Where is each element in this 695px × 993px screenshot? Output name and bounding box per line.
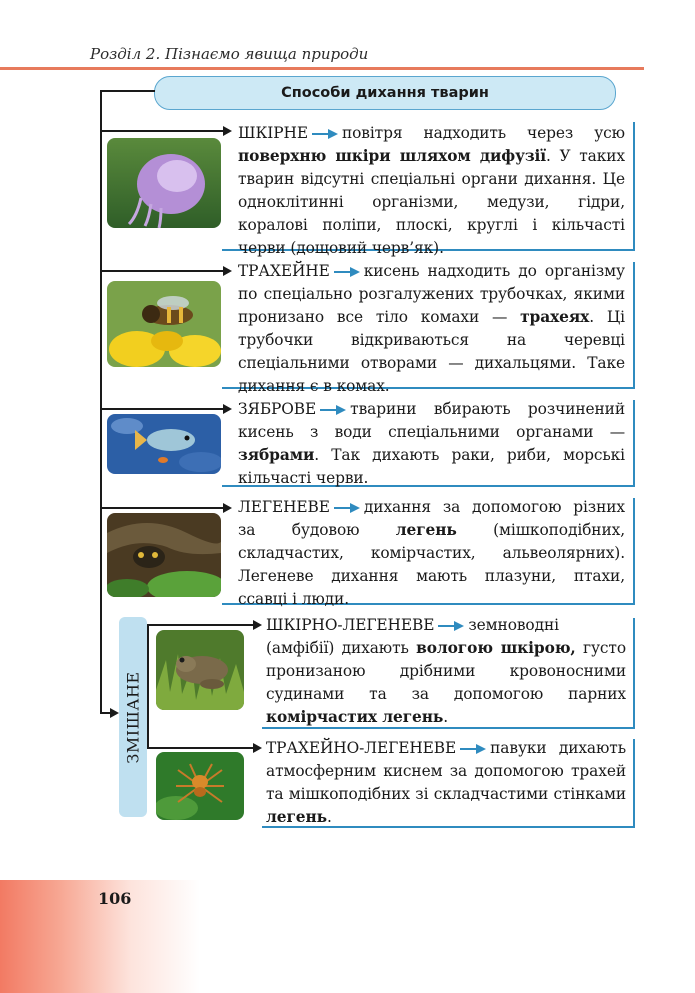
- branch-line-lung: [100, 507, 224, 509]
- blue-arrow-icon: [334, 503, 360, 513]
- mixed-branch-tracheal-lung: [147, 747, 254, 749]
- jellyfish-photo: [107, 138, 221, 228]
- branch-arrowhead-icon: [223, 126, 232, 136]
- block-border: [633, 498, 635, 604]
- term-lung: ЛЕГЕНЕВЕ: [238, 498, 330, 516]
- term-tracheal: ТРАХЕЙНЕ: [238, 262, 330, 280]
- tracheal-lung-text-1: павуки дихають атмосферним киснем за допомогою трахей та мішкоподібних зі складчастими стінками: [266, 739, 626, 803]
- blue-arrow-icon: [460, 744, 486, 754]
- term-skin: ШКІРНЕ: [238, 124, 308, 142]
- skin-lung-text-3: .: [443, 708, 449, 726]
- bee-photo: [107, 281, 221, 367]
- gill-bold: зябрами: [238, 446, 315, 464]
- skin-lung-bold-1: вологою шкірою,: [416, 639, 576, 657]
- skin-lung-bold-2: комірчастих легень: [266, 708, 444, 726]
- title-connector: [100, 90, 155, 92]
- header-divider: [0, 67, 644, 70]
- tracheal-text-1: кисень надходить до організму по спеціально розгалужених трубочках, якими пронизано все тіло комахи —: [238, 262, 625, 326]
- mixed-label: [119, 617, 147, 817]
- block-border: [633, 122, 635, 250]
- term-skin-lung: ШКІРНО-ЛЕГЕНЕВЕ: [266, 616, 435, 634]
- tracheal-breathing-text: [238, 260, 625, 398]
- lung-breathing-text: [238, 496, 625, 611]
- fish-photo: [107, 414, 221, 474]
- blue-arrow-icon: [438, 621, 464, 631]
- branch-arrowhead-icon: [110, 708, 119, 718]
- gill-text-1: тварини вбирають розчинений кисень з води спеціальними органами —: [238, 400, 625, 441]
- blue-arrow-icon: [312, 129, 338, 139]
- tracheal-bold: трахеях: [520, 308, 590, 326]
- skin-text-1: повітря надходить через усю: [341, 124, 625, 142]
- section-header: Розділ 2. Пізнаємо явища природи: [90, 45, 369, 63]
- skin-bold: поверхню шкіри шляхом дифузії: [238, 147, 547, 165]
- branch-line-tracheal: [100, 270, 224, 272]
- skin-lung-text-2: густо пронизаною дрібними кровоносними судинами та за допомогою парних: [266, 639, 627, 703]
- skin-lung-breathing-text: [266, 614, 626, 729]
- blue-arrow-icon: [334, 267, 360, 277]
- skin-breathing-text: [238, 122, 625, 260]
- term-tracheal-lung: ТРАХЕЙНО-ЛЕГЕНЕВЕ: [266, 739, 457, 757]
- diagram-title: Способи дихання тварин: [154, 76, 616, 110]
- branch-arrowhead-icon: [223, 404, 232, 414]
- blue-arrow-icon: [320, 405, 346, 415]
- lung-text-2: (мішкоподібних, складчастих, комірчастих, альвеолярних). Легеневе дихання мають плазуни, птахи, ссавці і люди.: [238, 521, 625, 608]
- block-border: [633, 262, 635, 388]
- lung-bold: легень: [395, 521, 457, 539]
- skin-lung-text-1: земноводні (амфібії) дихають: [266, 616, 559, 657]
- mixed-branch-skin-lung: [147, 624, 254, 626]
- page-number: 106: [98, 889, 132, 908]
- block-border: [633, 400, 635, 486]
- branch-arrowhead-icon: [253, 743, 262, 753]
- skin-text-2: . У таких тварин відсутні спеціальні органи дихання. Це одноклітинні організми, медузи, гідри, коралові поліпи, плоскі, круглі і кільчасті черви (дощовий черв’як).: [238, 147, 625, 257]
- tracheal-lung-text-3: .: [326, 808, 332, 826]
- gill-text-2: . Так дихають раки, риби, морські кільчасті черви.: [238, 446, 625, 487]
- mixed-connector-line: [147, 624, 149, 748]
- branch-arrowhead-icon: [223, 266, 232, 276]
- spider-photo: [156, 752, 244, 820]
- frog-photo: [156, 630, 244, 710]
- tracheal-lung-bold: легень: [266, 808, 327, 826]
- main-connector-line: [100, 90, 102, 713]
- term-gill: ЗЯБРОВЕ: [238, 400, 317, 418]
- lung-text-1: дихання за допомогою різних за будовою: [238, 498, 625, 539]
- tracheal-lung-breathing-text: [266, 737, 626, 829]
- block-border: [633, 618, 635, 728]
- mixed-label-text: ЗМІШАНЕ: [123, 670, 143, 764]
- snake-photo: [107, 513, 221, 597]
- branch-line-gill: [100, 408, 224, 410]
- branch-arrowhead-icon: [223, 503, 232, 513]
- branch-arrowhead-icon: [253, 620, 262, 630]
- tracheal-text-2: . Ці трубочки відкриваються на черевці спеціальними отворами — дихальцями. Таке дихання є в комах.: [238, 308, 625, 395]
- branch-line-skin: [100, 130, 224, 132]
- block-border: [633, 739, 635, 827]
- gill-breathing-text: [238, 398, 625, 490]
